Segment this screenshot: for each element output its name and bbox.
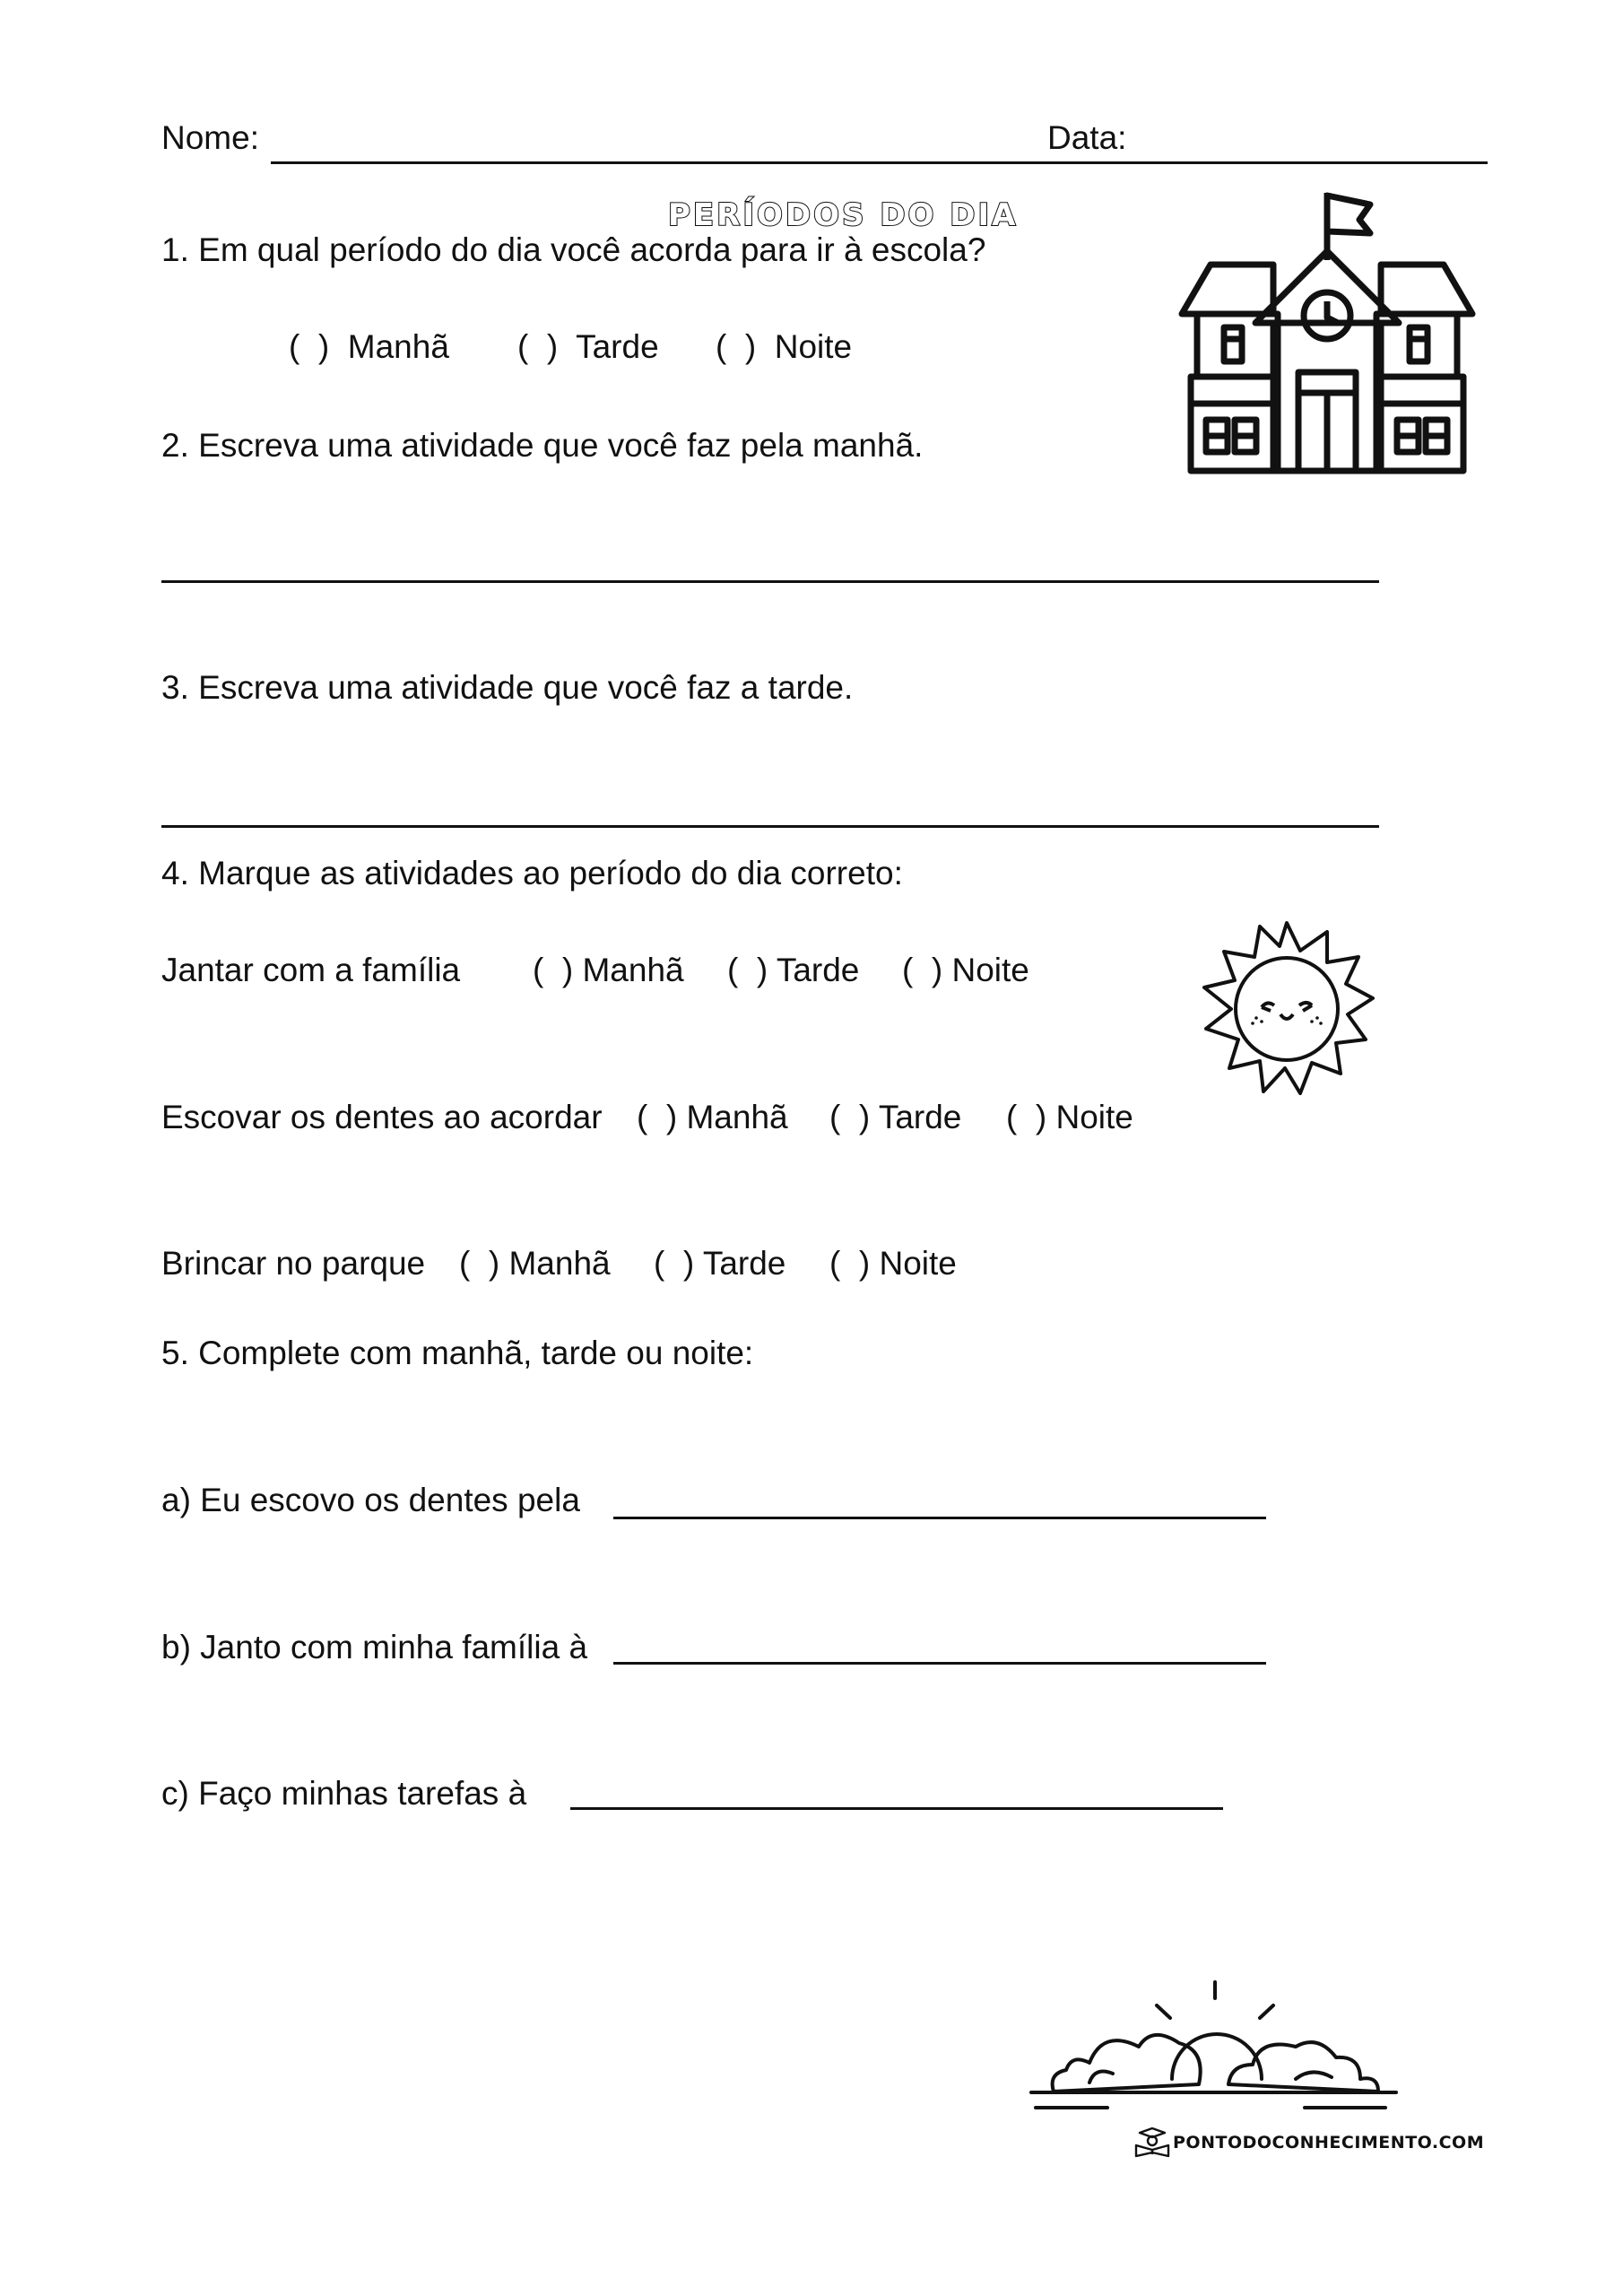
q5-item-b: b) Janto com minha família à [161, 1629, 588, 1665]
reading-book-icon [1134, 2127, 1170, 2158]
sun-clouds-icon [1027, 1973, 1403, 2152]
q1-option-manha[interactable]: ( ) Manhã [289, 328, 449, 365]
question-3: 3. Escreva uma atividade que você faz a tarde. [161, 669, 854, 706]
q2-answer-line[interactable] [161, 580, 1379, 583]
q4-row1-tarde[interactable]: ( ) Tarde [727, 952, 860, 988]
q3-answer-line[interactable] [161, 825, 1379, 828]
q1-option-noite[interactable]: ( ) Noite [716, 328, 853, 365]
q4-row1-noite[interactable]: ( ) Noite [902, 952, 1029, 988]
q5-item-b-line[interactable] [613, 1662, 1266, 1665]
date-label: Data: [1047, 119, 1127, 156]
question-4: 4. Marque as atividades ao período do dia correto: [161, 855, 903, 891]
q4-activity-1: Jantar com a família [161, 952, 461, 988]
q5-item-c: c) Faço minhas tarefas à [161, 1775, 527, 1812]
q4-row1-manha[interactable]: ( ) Manhã [533, 952, 684, 988]
question-1: 1. Em qual período do dia você acorda para ir à escola? [161, 231, 986, 268]
q4-row2-manha[interactable]: ( ) Manhã [637, 1099, 788, 1135]
question-5: 5. Complete com manhã, tarde ou noite: [161, 1335, 754, 1371]
page-title: PERÍODOS DO DIA [668, 197, 1019, 233]
question-2: 2. Escreva uma atividade que você faz pela manhã. [161, 427, 924, 464]
q4-row3-tarde[interactable]: ( ) Tarde [654, 1245, 786, 1282]
q4-row2-tarde[interactable]: ( ) Tarde [829, 1099, 962, 1135]
q5-item-a-line[interactable] [613, 1517, 1266, 1519]
school-icon [1175, 188, 1480, 475]
name-label: Nome: [161, 119, 259, 156]
q5-item-c-line[interactable] [570, 1807, 1223, 1810]
q4-row2-noite[interactable]: ( ) Noite [1006, 1099, 1133, 1135]
q4-row3-manha[interactable]: ( ) Manhã [459, 1245, 611, 1282]
q4-activity-2: Escovar os dentes ao acordar [161, 1099, 603, 1135]
site-footer[interactable]: PONTODOCONHECIMENTO.COM [1173, 2133, 1485, 2152]
q5-item-a: a) Eu escovo os dentes pela [161, 1482, 580, 1518]
q4-activity-3: Brincar no parque [161, 1245, 426, 1282]
smiling-sun-icon [1197, 919, 1376, 1099]
q4-row3-noite[interactable]: ( ) Noite [829, 1245, 957, 1282]
name-field[interactable] [271, 161, 1037, 164]
date-field[interactable] [1037, 161, 1488, 164]
q1-option-tarde[interactable]: ( ) Tarde [517, 328, 659, 365]
